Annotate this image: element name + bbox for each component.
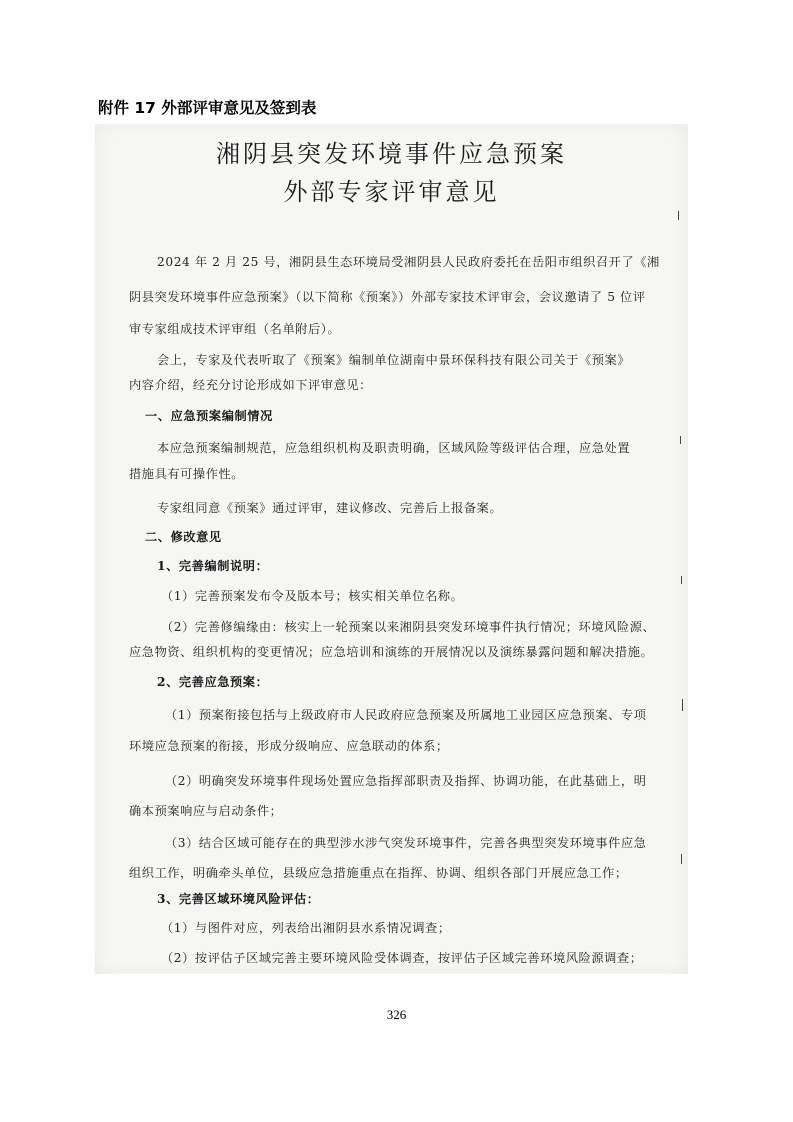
body-line: 会上，专家及代表听取了《预案》编制单位湖南中景环保科技有限公司关于《预案》 (157, 353, 631, 367)
body-line: 组织工作，明确牵头单位，县级应急措施重点在指挥、协调、组织各部门开展应急工作； (129, 866, 628, 880)
scan-mark (682, 699, 683, 711)
body-line: （1）完善预案发布令及版本号；核实相关单位名称。 (161, 589, 464, 603)
body-line: （3）结合区域可能存在的典型涉水涉气突发环境事件，完善各典型突发环境事件应急 (165, 836, 647, 850)
body-line: 2024 年 2 月 25 号，湘阴县生态环境局受湘阴县人民政府委托在岳阳市组织召开了《湘 (157, 255, 660, 269)
body-line: （2）完善修编缘由：核实上一轮预案以来湘阴县突发环境事件执行情况；环境风险源、 (161, 620, 656, 634)
scan-mark (680, 436, 681, 444)
attachment-caption: 附件 17 外部评审意见及签到表 (98, 99, 317, 117)
body-line: 专家组同意《预案》通过评审，建议修改、完善后上报备案。 (157, 501, 503, 515)
page-number: 326 (386, 1007, 407, 1022)
sub-heading: 2、完善应急预案： (157, 675, 269, 689)
body-line: 应急物资、组织机构的变更情况；应急培训和演练的开展情况以及演练暴露问题和解决措施。 (129, 645, 654, 659)
body-line: 本应急预案编制规范，应急组织机构及职责明确，区域风险等级评估合理，应急处置 (157, 441, 631, 455)
scan-mark (681, 854, 682, 864)
sub-heading: 3、完善区域环境风险评估： (157, 892, 320, 906)
body-line: 确本预案响应与启动条件； (129, 804, 283, 818)
section-heading: 一、应急预案编制情况 (145, 409, 273, 423)
body-line: （1）预案衔接包括与上级政府市人民政府应急预案及所属地工业园区应急预案、专项 (165, 708, 647, 722)
body-line: 内容介绍，经充分讨论形成如下评审意见： (129, 378, 372, 392)
body-line: 审专家组成技术评审组（名单附后）。 (129, 322, 341, 336)
document-subtitle: 外部专家评审意见 (283, 178, 500, 206)
section-heading: 二、修改意见 (145, 530, 222, 544)
sub-heading: 1、完善编制说明： (157, 559, 269, 573)
body-line: （2）明确突发环境事件现场处置应急指挥部职责及指挥、协调功能，在此基础上，明 (165, 774, 647, 788)
document-title: 湘阴县突发环境事件应急预案 (216, 140, 567, 168)
body-line: （1）与图件对应，列表给出湘阴县水系情况调查； (161, 921, 451, 935)
body-line: 环境应急预案的衔接，形成分级响应、应急联动的体系； (129, 739, 449, 753)
scanned-document (95, 124, 688, 974)
scan-mark (681, 576, 682, 584)
body-line: 措施具有可操作性。 (129, 467, 245, 481)
scan-mark (678, 211, 679, 220)
body-line: 阴县突发环境事件应急预案》（以下简称《预案》）外部专家技术评审会，会议邀请了 5 位评 (129, 290, 646, 304)
body-line: （2）按评估子区域完善主要环境风险受体调查，按评估子区域完善环境风险源调查； (161, 951, 643, 965)
